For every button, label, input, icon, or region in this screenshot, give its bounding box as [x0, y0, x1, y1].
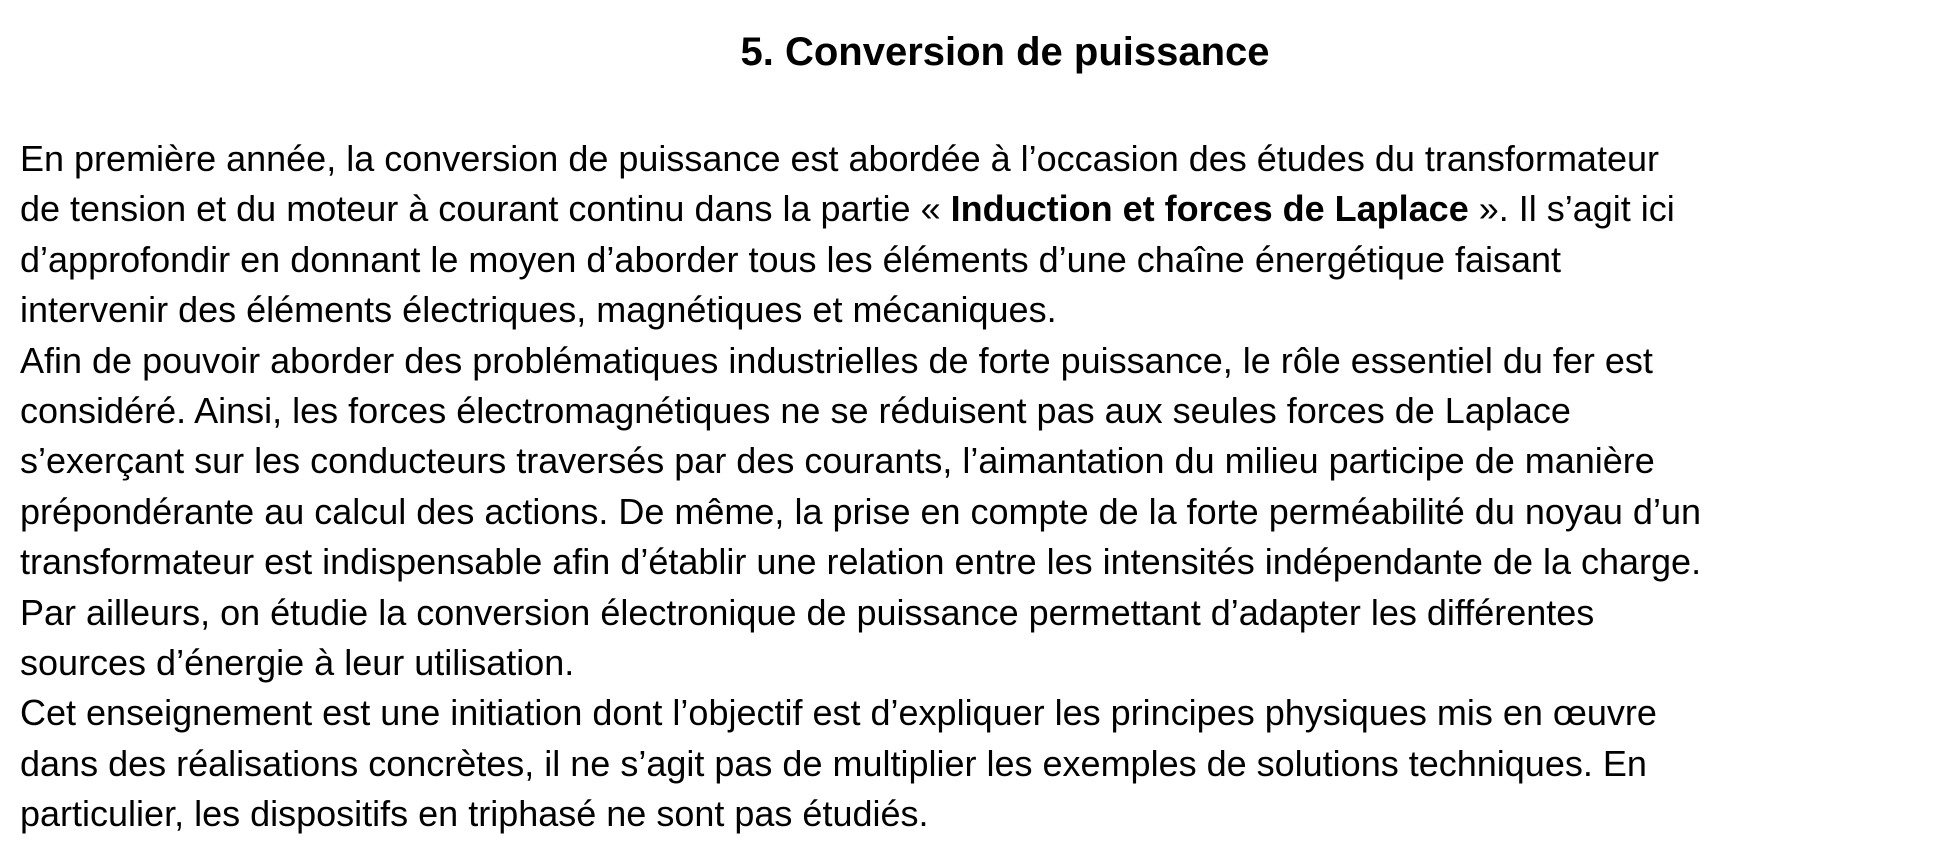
- text-line: En première année, la conversion de puissance est abordée à l’occasion des études du transformateur: [20, 138, 1659, 179]
- text-line: d’approfondir en donnant le moyen d’aborder tous les éléments d’une chaîne énergétique faisant: [20, 238, 1562, 280]
- text-line: transformateur est indispensable afin d’établir une relation entre les intensités indépendante de la charge.: [20, 541, 1702, 583]
- text-line: Cet enseignement est une initiation dont l’objectif est d’expliquer les principes physiques mis en œuvre: [20, 692, 1657, 734]
- text-line: Par ailleurs, on étudie la conversion électronique de puissance permettant d’adapter les différentes: [20, 591, 1595, 633]
- text-line: s’exerçant sur les conducteurs traversés par des courants, l’aimantation du milieu participe de manière: [20, 440, 1655, 482]
- text-line: Afin de pouvoir aborder des problématiques industrielles de forte puissance, le rôle essentiel du fer est: [20, 339, 1653, 381]
- bold-phrase: Induction et forces de Laplace: [950, 188, 1469, 230]
- text-line: intervenir des éléments électriques, magnétiques et mécaniques.: [20, 289, 1057, 331]
- text-line: particulier, les dispositifs en triphasé ne sont pas étudiés.: [20, 793, 929, 835]
- text-fragment: ». Il s’agit ici: [1468, 188, 1675, 230]
- section-title: 5. Conversion de puissance: [740, 30, 1270, 74]
- text-line: dans des réalisations concrètes, il ne s’agit pas de multiplier les exemples de solutions techniques. En: [20, 742, 1647, 784]
- text-line: [20, 184, 1950, 234]
- section-body: [20, 134, 1950, 840]
- text-line: prépondérante au calcul des actions. De même, la prise en compte de la forte perméabilité du noyau d’un: [20, 490, 1701, 532]
- text-fragment: de tension et du moteur à courant continu dans la partie «: [20, 188, 951, 230]
- text-line: sources d’énergie à leur utilisation.: [20, 642, 575, 684]
- text-line: considéré. Ainsi, les forces électromagnétiques ne se réduisent pas aux seules forces de Laplace: [20, 390, 1571, 432]
